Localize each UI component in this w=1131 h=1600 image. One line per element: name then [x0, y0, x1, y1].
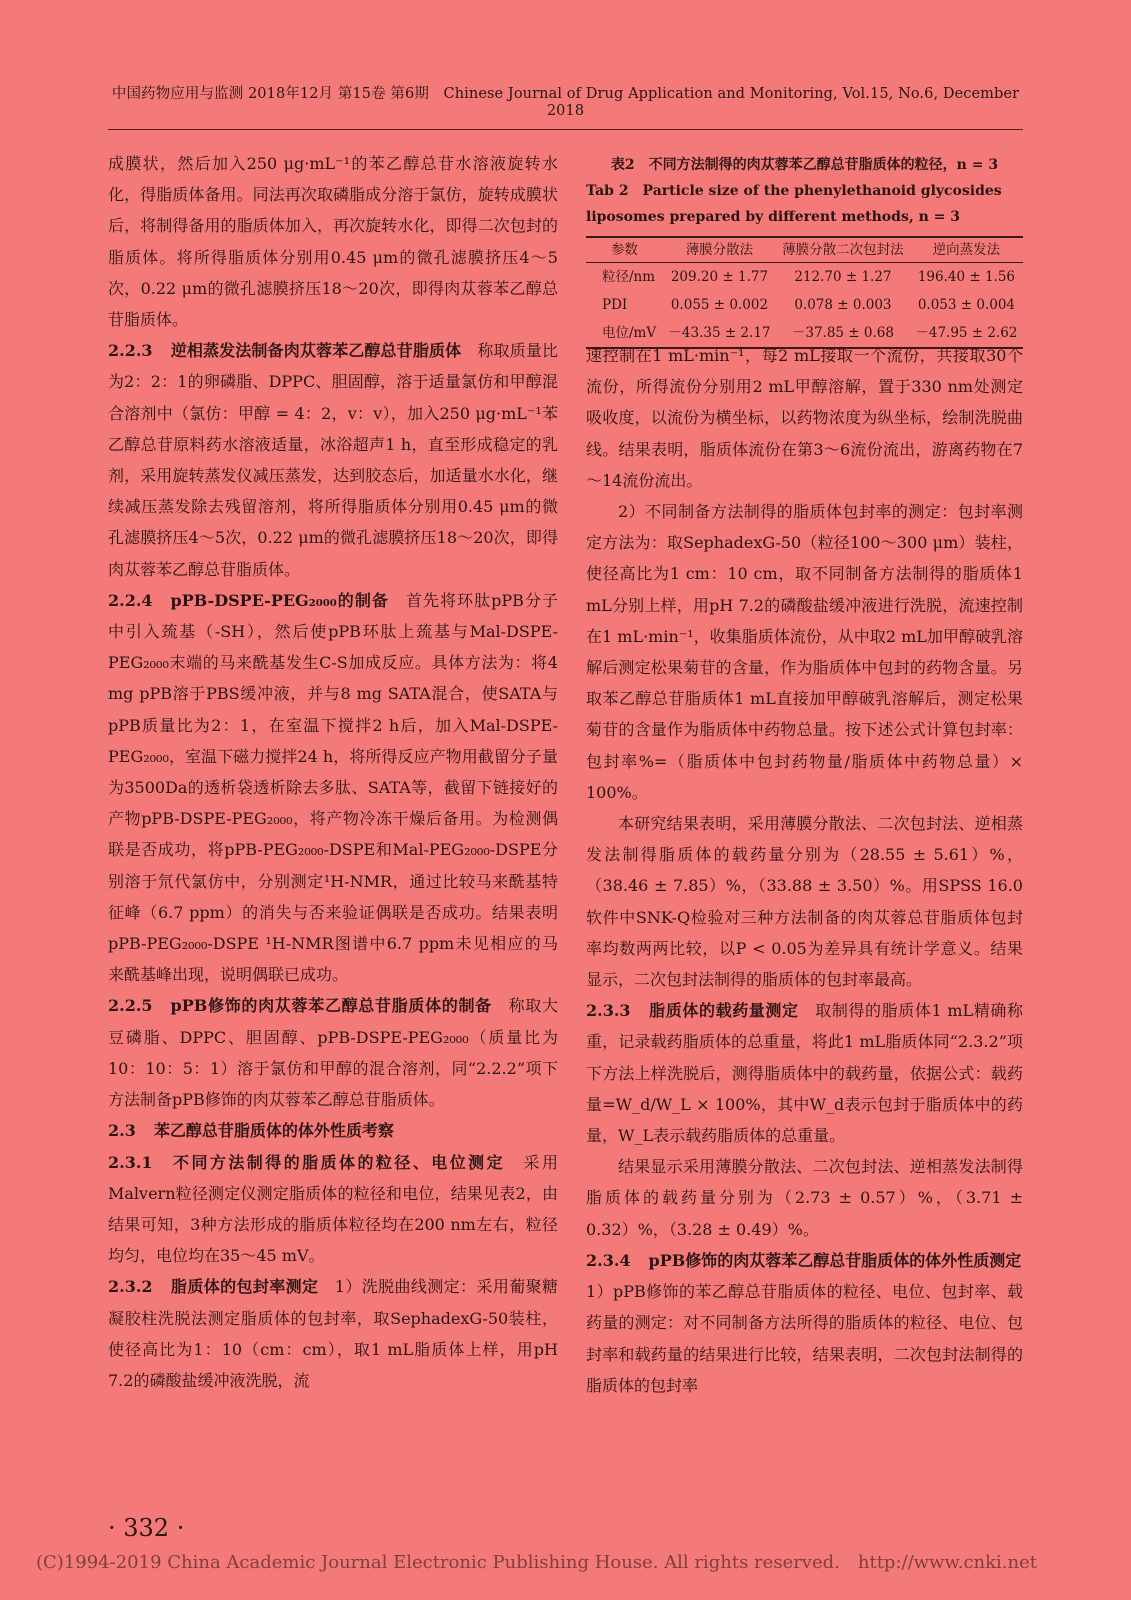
section-number: 2.2.3	[108, 341, 153, 361]
table-cell: 209.20 ± 1.77	[670, 269, 769, 285]
paragraph: 速控制在1 mL·min⁻¹，每2 mL接取一个流份，共接取30个流份，所得流份分别用2 mL甲醇溶解，置于330 nm处测定吸收度，以流份为横坐标，以药物浓度为纵坐标，绘制洗脱曲线。结果表明，脂质体流份在第3～6流份流出，游离药物在7～14流份流出。	[586, 346, 1023, 490]
section-title: pPB修饰的肉苁蓉苯乙醇总苷脂质体的体外性质测定	[648, 1250, 1022, 1270]
paragraph: 本研究结果表明，采用薄膜分散法、二次包封法、逆相蒸发法制得脂质体的载药量分别为（28.55 ± 5.61）%，（38.46 ± 7.85）%，（33.88 ± 3.50）%。用SPSS 16.0软件中SNK-Q检验对三种方法制备的肉苁蓉总苷脂质体包封率均数两两比较，以P < 0.05为差异具有统计学意义。结果显示，二次包封法制得的脂质体的包封率最高。	[586, 814, 1023, 990]
table-cell: 196.40 ± 1.56	[917, 269, 1016, 285]
paragraph: 2）不同制备方法制得的脂质体包封率的测定：包封率测定方法为：取SephadexG-50（粒径100～300 μm）装柱，使径高比为1 cm：10 cm，取不同制备方法制得的脂质体1 mL分别上样，用pH 7.2的磷酸盐缓冲液进行洗脱，流速控制在1 mL·min⁻¹，收集脂质体流份，从中取2 mL加甲醇破乳溶解后测定松果菊苷的含量，作为脂质体中包封的药物含量。另取苯乙醇总苷脂质体1 mL直接加甲醇破乳溶解后，测定松果菊苷的含量作为脂质体中药物总量。按下述公式计算包封率：包封率%=（脂质体中包封药物量/脂质体中药物总量）× 100%。	[586, 502, 1023, 802]
table-row	[586, 291, 1023, 319]
section-number: 2.3.4	[586, 1250, 631, 1270]
paragraph: 结果显示采用薄膜分散法、二次包封法、逆相蒸发法制得脂质体的载药量分别为（2.73 ± 0.57）%，（3.71 ± 0.32）%，（3.28 ± 0.49）%。	[586, 1157, 1023, 1239]
table-cell: －37.85 ± 0.68	[776, 319, 910, 348]
table-2	[586, 152, 1023, 349]
section-number: 2.3.1	[108, 1152, 153, 1172]
section-2-3-4	[586, 1245, 1038, 1401]
section-body: 称取质量比为2：2：1的卵磷脂、DPPC、胆固醇，溶于适量氯仿和甲醇混合溶剂中（氯仿：甲醇 = 4：2，v：v），加入250 μg·mL⁻¹苯乙醇总苷原料药水溶液适量，冰浴超声1 h，直至形成稳定的乳剂，采用旋转蒸发仪减压蒸发，达到胶态后，加适量水水化，继续减压蒸发除去残留溶剂，将所得脂质体分别用0.45 μm的微孔滤膜挤压4～5次，0.22 μm的微孔滤膜挤压18～20次，即得肉苁蓉苯乙醇总苷脂质体。	[108, 341, 558, 579]
section-title: pPB修饰的肉苁蓉苯乙醇总苷脂质体的制备	[170, 996, 492, 1016]
section-number: 2.2.4	[108, 590, 153, 610]
section-body: 首先将环肽pPB分子中引入巯基（-SH），然后使pPB环肽上巯基与Mal-DSPE-PEG₂₀₀₀末端的马来酰基发生C-S加成反应。具体方法为：将4 mg pPB溶于PBS缓冲液，并与8 mg SATA混合，使SATA与pPB质量比为2：1，在室温下搅拌2 h后，加入Mal-DSPE-PEG₂₀₀₀，室温下磁力搅拌24 h，将所得反应产物用截留分子量为3500Da的透析袋透析除去多肽、SATA等，截留下链接好的产物pPB-DSPE-PEG₂₀₀₀，将产物冷冻干燥后备用。为检测偶联是否成功，将pPB-PEG₂₀₀₀-DSPE和Mal-PEG₂₀₀₀-DSPE分别溶于氘代氯仿中，分别测定¹H-NMR，通过比较马来酰基特征峰（6.7 ppm）的消失与否来验证偶联是否成功。结果表明pPB-PEG₂₀₀₀-DSPE ¹H-NMR图谱中6.7 ppm未见相应的马来酰基峰出现，说明偶联已成功。	[108, 590, 558, 985]
section-2-3-3	[586, 995, 1023, 1151]
table-row	[586, 263, 1023, 292]
column-header: 参数	[586, 237, 663, 263]
section-body: 称取大豆磷脂、DPPC、胆固醇、pPB-DSPE-PEG₂₀₀₀（质量比为10：10：5：1）溶于氯仿和甲醇的混合溶剂，同“2.2.2”项下方法制备pPB修饰的肉苁蓉苯乙醇总苷脂质体。	[108, 996, 558, 1110]
section-2-3-2	[108, 1271, 558, 1396]
column-header: 薄膜分散二次包封法	[776, 237, 910, 263]
section-title: 苯乙醇总苷脂质体的体外性质考察	[153, 1121, 394, 1141]
section-number: 2.3.2	[108, 1277, 153, 1297]
section-number: 2.2.5	[108, 996, 153, 1016]
section-title: 逆相蒸发法制备肉苁蓉苯乙醇总苷脂质体	[170, 341, 462, 361]
table-cell: 0.053 ± 0.004	[917, 297, 1016, 313]
section-title: 脂质体的包封率测定	[170, 1277, 319, 1297]
section-2-3	[108, 1115, 558, 1146]
section-2-2-3	[108, 335, 558, 585]
running-header: 中国药物应用与监测 2018年12月 第15卷 第6期 Chinese Journal of Drug Application and Monitoring, Vol.15, No.6, December 2018	[108, 82, 1023, 130]
table-caption-cn: 表2 不同方法制得的肉苁蓉苯乙醇总苷脂质体的粒径，n = 3	[610, 157, 999, 173]
table-cell: 0.078 ± 0.003	[794, 297, 892, 313]
table-cell: 0.055 ± 0.002	[670, 297, 769, 313]
table-cell: －47.95 ± 2.62	[910, 319, 1023, 348]
left-column	[108, 148, 558, 1396]
section-2-2-5	[108, 990, 558, 1115]
table-caption-en: Tab 2 Particle size of the phenylethanoid glycosides liposomes prepared by different methods, n = 3	[586, 183, 1002, 225]
table-header-row	[586, 237, 1023, 263]
table-cell: 212.70 ± 1.27	[794, 269, 892, 285]
page-number: · 332 ·	[108, 1514, 185, 1542]
section-2-2-4	[108, 585, 558, 991]
paragraph: 成膜状，然后加入250 μg·mL⁻¹的苯乙醇总苷水溶液旋转水化，得脂质体备用。同法再次取磷脂成分溶于氯仿，旋转成膜状后，将制得备用的脂质体加入，再次旋转水化，即得二次包封的脂质体。将所得脂质体分别用0.45 μm的微孔滤膜挤压4～5次，0.22 μm的微孔滤膜挤压18～20次，即得肉苁蓉苯乙醇总苷脂质体。	[108, 154, 558, 330]
column-header: 薄膜分散法	[663, 237, 776, 263]
table-cell: －43.35 ± 2.17	[663, 319, 776, 348]
section-number: 2.3	[108, 1121, 136, 1141]
section-title: 不同方法制得的脂质体的粒径、电位测定	[170, 1152, 506, 1172]
table-cell: 粒径/nm	[602, 269, 656, 285]
copyright-footer: (C)1994-2019 China Academic Journal Electronic Publishing House. All rights reserved. http://www.cnki.net	[36, 1552, 1037, 1573]
section-body: 取制得的脂质体1 mL精确称重，记录载药脂质体的总重量，将此1 mL脂质体同“2.3.2”项下方法上样洗脱后，测得脂质体中的载药量，依据公式：载药量=W_d/W_L × 100%，其中W_d表示包封于脂质体中的药量，W_L表示载药脂质体的总重量。	[586, 1001, 1023, 1146]
particle-size-table	[586, 236, 1023, 349]
section-body: 1）pPB修饰的苯乙醇总苷脂质体的粒径、电位、包封率、载药量的测定：对不同制备方法所得的脂质体的粒径、电位、包封率和载药量的结果进行比较，结果表明，二次包封法制得的脂质体的包封率	[586, 1250, 1038, 1395]
table-cell: PDI	[602, 297, 628, 313]
section-number: 2.3.3	[586, 1001, 631, 1021]
section-title: 脂质体的载药量测定	[648, 1001, 799, 1021]
section-body: 1）洗脱曲线测定：采用葡聚糖凝胶柱洗脱法测定脂质体的包封率，取SephadexG-50装柱，使径高比为1：10（cm：cm），取1 mL脂质体上样，用pH 7.2的磷酸盐缓冲液洗脱，流	[108, 1277, 558, 1390]
section-body: 采用Malvern粒径测定仪测定脂质体的粒径和电位，结果见表2，由结果可知，3种方法形成的脂质体粒径均在200 nm左右，粒径均匀，电位均在35～45 mV。	[108, 1152, 558, 1266]
section-2-3-1	[108, 1147, 558, 1272]
table-cell: 电位/mV	[586, 319, 663, 348]
column-header: 逆向蒸发法	[910, 237, 1023, 263]
right-column	[586, 340, 1038, 1401]
section-title: pPB-DSPE-PEG₂₀₀₀的制备	[170, 590, 389, 610]
